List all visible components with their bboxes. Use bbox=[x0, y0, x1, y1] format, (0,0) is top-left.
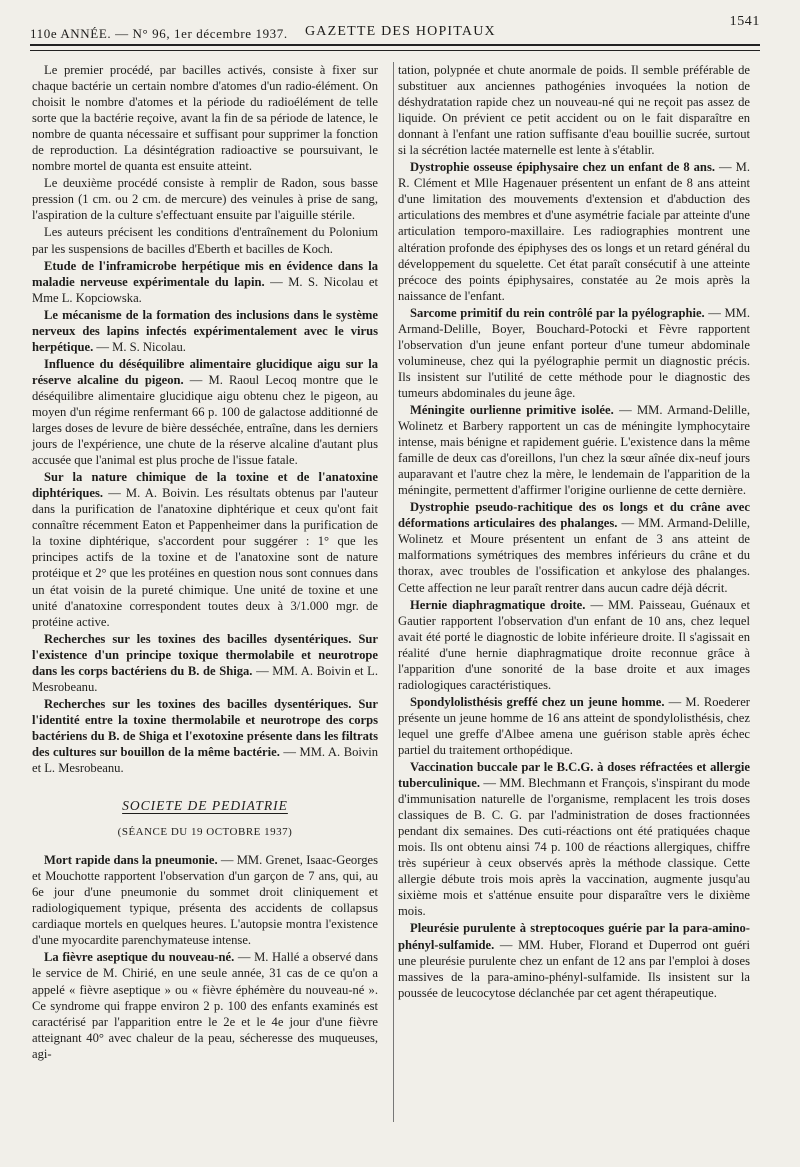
abstract-entry bbox=[32, 949, 378, 1061]
abstract-entry bbox=[32, 307, 378, 355]
abstract-body: — MM. Armand-Delille, Wolinetz et Moure présentent un enfant de 3 ans atteint de malformations symétriques des membres inférieurs du crâne et du thorax, avec troubles de l'ossification et ankylose des phalanges. Cette affection ne leur paraît rentrer dans aucun cadre déjà décrit. bbox=[398, 516, 750, 595]
abstract-body: — M. Hallé a observé dans le service de M. Chirié, en une seule année, 31 cas de ce qu'on a appelé « fièvre aseptique » ou « fièvre éphémère du nouveau-né ». Ce syndrome qui frappe environ 2 p. 100 des enfants examinés est caractérisé par l'apparition entre le 2e et le 4e jour d'une fièvre atteignant 40° avec chaleur de la peau, sécheresse des muqueuses, agi- bbox=[32, 950, 379, 1061]
abstract-body: — MM. Armand-Delille, Wolinetz et Barbery rapportent un cas de méningite lymphocytaire intense, mais bénigne et rapidement guérie. L'existence dans la même famille de deux cas d'oreillons, l'un chez la sœur aînée dix-neuf jours auparavant et l'autre chez la mère, le lendemain de l'apparition de la méningite, permettent d'affirmer l'origine ourlienne de cette dernière. bbox=[398, 402, 750, 498]
section-heading bbox=[32, 798, 378, 814]
abstract-title: Sur la nature chimique de la toxine et de l'anatoxine diphtériques. bbox=[32, 470, 378, 501]
paragraph: Les auteurs précisent les conditions d'entraînement du Polonium par les suspensions de bacilles d'Eberth et bacilles de Koch. bbox=[32, 225, 378, 256]
abstract-entry bbox=[398, 694, 750, 758]
abstract-entry bbox=[32, 696, 378, 776]
abstract-body: — MM. Blechmann et François, s'inspirant du mode d'immunisation naturelle de l'organisme, remplacent les trois doses classiques de B. C. G. par l'administration de doses fractionnées pendant dix semaines. Des cuti-réactions ont été pratiquées chaque mois. Ils ont obtenu ainsi 74 p. 100 de réactions allergiques, chiffre très supérieur à ceux observés après la méthode classique. Cette allergie débute trois mois après la vaccination, augmente jusqu'au sixième mois et s'atténue ensuite pour disparaître vers le dixième mois. bbox=[398, 776, 750, 919]
abstract-title: Influence du déséquilibre alimentaire glucidique aigu sur la réserve alcaline du pigeon. bbox=[32, 356, 378, 387]
page-header bbox=[30, 14, 760, 46]
abstract-entry bbox=[32, 852, 378, 948]
abstract-body: — M. R. Clément et Mlle Hagenauer présentent un enfant de 8 ans atteint d'une limitation des mouvements d'extension et d'abduction des articulations des membres et d'une asymétrie faciale par atteinte d'une articulation temporo-maxillaire. Les radiographies montrent une altération profonde des épiphyses des os longs et un retard général du développement du squelette. Cet état paraît consécutif à une atteinte précoce des points épiphysaires, constatée au 2e mois après la naissance de l'enfant. bbox=[398, 160, 750, 303]
abstract-body: — M. Roederer présente un jeune homme de 16 ans atteint de spondylolisthésis, chez lequel une greffe d'Albee amena une guérison stable après échec partiel du traitement orthopédique. bbox=[398, 694, 751, 757]
abstract-title: Spondylolisthésis greffé chez un jeune homme. bbox=[410, 694, 665, 709]
abstract-title: Hernie diaphragmatique droite. bbox=[410, 597, 586, 612]
abstract-entry bbox=[398, 159, 750, 303]
paragraph: tation, polypnée et chute anormale de poids. Il semble préférable de substituer aux anciennes pathogénies invoquées la notion de déshydratation rapide chez un nouveau-né qui ne reçoit pas assez de liquide. On prévient ce petit accident ou on le fait disparaître en donnant à l'enfant une ration suffisante d'eau bouillie sucrée, surtout si la sécrétion lactée maternelle est lente à s'établir. bbox=[398, 63, 750, 158]
abstract-title: Pleurésie purulente à streptocoques guérie par la para-amino-phényl-sulfamide. bbox=[398, 921, 750, 952]
header-rule-thin bbox=[30, 50, 760, 51]
header-rule-thick bbox=[30, 44, 760, 46]
abstract-title: Le mécanisme de la formation des inclusions dans le système nerveux des lapins infectés expérimentalement avec le virus herpétique. bbox=[32, 307, 378, 354]
page-number: 1541 bbox=[729, 14, 760, 29]
abstract-title: Mort rapide dans la pneumonie. bbox=[44, 853, 218, 868]
journal-title: GAZETTE DES HOPITAUX bbox=[305, 24, 496, 39]
abstract-title: La fièvre aseptique du nouveau-né. bbox=[44, 950, 235, 965]
abstract-entry bbox=[398, 597, 750, 693]
abstract-entry bbox=[32, 356, 378, 468]
abstract-body: — MM. Armand-Delille, Boyer, Bouchard-Potocki et Fèvre rapportent l'observation d'un jeune enfant porteur d'une tumeur abdominale volumineuse, chez qui la pyélographie permit un diagnostic précis. Ils insistent sur l'utilité de cette méthode pour le diagnostic des tumeurs abdominales du jeune âge. bbox=[398, 305, 750, 400]
abstract-authors: — MM. A. Boivin et L. Mesrobeanu. bbox=[32, 744, 378, 776]
abstract-title: Recherches sur les toxines des bacilles dysentériques. Sur l'existence d'un principe toxique thermolabile et neurotrope dans les corps bactériens du B. de Shiga. bbox=[32, 631, 378, 678]
abstract-entry bbox=[398, 305, 750, 401]
abstract-title: Recherches sur les toxines des bacilles dysentériques. Sur l'identité entre la toxine thermolabile et neurotrope des corps bactériens du B. de Shiga et l'exotoxine présente dans les filtrats des cultures sur bouillon de la même bactérie. bbox=[32, 696, 378, 759]
left-column bbox=[32, 62, 378, 1063]
abstract-title: Méningite ourlienne primitive isolée. bbox=[410, 402, 614, 417]
issue-info: 110e ANNÉE. — N° 96, 1er décembre 1937. bbox=[30, 26, 288, 41]
abstract-title: Dystrophie pseudo-rachitique des os longs et du crâne avec déformations articulaires des phalanges. bbox=[398, 500, 750, 531]
abstract-entry bbox=[398, 402, 750, 498]
abstract-entry bbox=[32, 258, 378, 306]
abstract-body: — MM. Paisseau, Guénaux et Gautier rapportent l'observation d'un enfant de 10 ans, chez lequel avait été porté le diagnostic de lobite inférieure droite. Il s'agissait en réalité d'une hernie diaphragmatique droite reconnue grâce à l'apparition d'une sonorité de la base droite et aux images radiologiques caractéristiques. bbox=[398, 597, 750, 692]
paragraph: Le premier procédé, par bacilles activés, consiste à fixer sur chaque bactérie un certain nombre d'atomes d'un radio-élément. On choisit le nombre d'atomes et la période du radioélément de telle sorte que la bactérie reçoive, avant la fin de sa période de latence, le nombre de quanta nécessaire et suffisant pour supprimer la fonction de reproduction. La désintégration radioactive se poursuivant, le nombre mortel de quanta est ensuite atteint. bbox=[32, 63, 378, 174]
abstract-authors: — M. S. Nicolau et Mme L. Kopciowska. bbox=[32, 274, 378, 305]
abstract-body: — M. Raoul Lecoq montre que le déséquilibre alimentaire glucidique aigu obtenu chez le pigeon, au moyen d'un régime renfermant 66 p. 100 de galactose additionné de larges doses de levure de bière desséchée, entraîne, dans les derniers jours de l'expérience, une chute de la réserve alcaline d'autant plus accusée que l'animal est plus proche de l'issue fatale. bbox=[32, 372, 378, 468]
section-heading-text: SOCIETE DE PEDIATRIE bbox=[122, 798, 288, 814]
abstract-title: Etude de l'inframicrobe herpétique mis en évidence dans la maladie nerveuse expérimentale du lapin. bbox=[32, 258, 378, 289]
abstract-entry bbox=[32, 631, 378, 695]
session-date: (SÉANCE DU 19 OCTOBRE 1937) bbox=[117, 826, 293, 839]
abstract-entry bbox=[398, 499, 750, 595]
abstract-body: — MM. Grenet, Isaac-Georges et Mouchotte rapportent l'observation d'un garçon de 7 ans, qui, au 6e jour d'une pneumonie du sommet droit cliniquement et radiologiquement typique, présenta des accidents de collapsus cardiaque mortels en quelques heures. L'autopsie montra l'existence d'une myocardite parenchymateuse intense. bbox=[32, 853, 378, 948]
right-column bbox=[398, 62, 750, 1002]
abstract-title: Sarcome primitif du rein contrôlé par la pyélographie. bbox=[410, 305, 705, 320]
abstract-body: — MM. Huber, Florand et Duperrod ont guéri une pleurésie purulente chez un enfant de 12 ans par l'emploi à doses massives de la para-amino-phényl-sulfamide. Ils insistent sur la poussée de leucocytose déclanchée par cet agent thérapeutique. bbox=[398, 937, 750, 1000]
column-divider bbox=[393, 62, 394, 1122]
abstract-entry bbox=[398, 759, 750, 919]
abstract-authors: — M. S. Nicolau. bbox=[96, 339, 186, 354]
abstract-authors: — MM. A. Boivin et L. Mesrobeanu. bbox=[32, 663, 378, 694]
abstract-title: Vaccination buccale par le B.C.G. à doses réfractées et allergie tuberculinique. bbox=[398, 760, 750, 791]
abstract-entry bbox=[32, 469, 378, 629]
paragraph: Le deuxième procédé consiste à remplir de Radon, sous basse pression (1 cm. ou 2 cm. de mercure) des veinules à prise de sang, l'aspiration de la culture s'effectuant ensuite par l'aiguille stérile. bbox=[32, 176, 378, 223]
abstract-title: Dystrophie osseuse épiphysaire chez un enfant de 8 ans. bbox=[410, 160, 715, 175]
abstract-entry bbox=[398, 920, 750, 1000]
abstract-body: — M. A. Boivin. Les résultats obtenus par l'auteur dans la purification de l'anatoxine diphtérique et ceux qu'ont fait connaître récemment Eaton et Pappenheimer dans la purification de la toxine diphtérique, s'accordent pour suggérer : 1° que les principes actifs de la toxine et de l'anatoxine sont de nature protéique et 2° que les protéines en question nous sont connues dans un état voisin de la pureté chimique. Une unité de toxine et une unité d'anatoxine correspondent toutes deux à 3/1.000 mgr. de protéine active. bbox=[32, 486, 378, 629]
